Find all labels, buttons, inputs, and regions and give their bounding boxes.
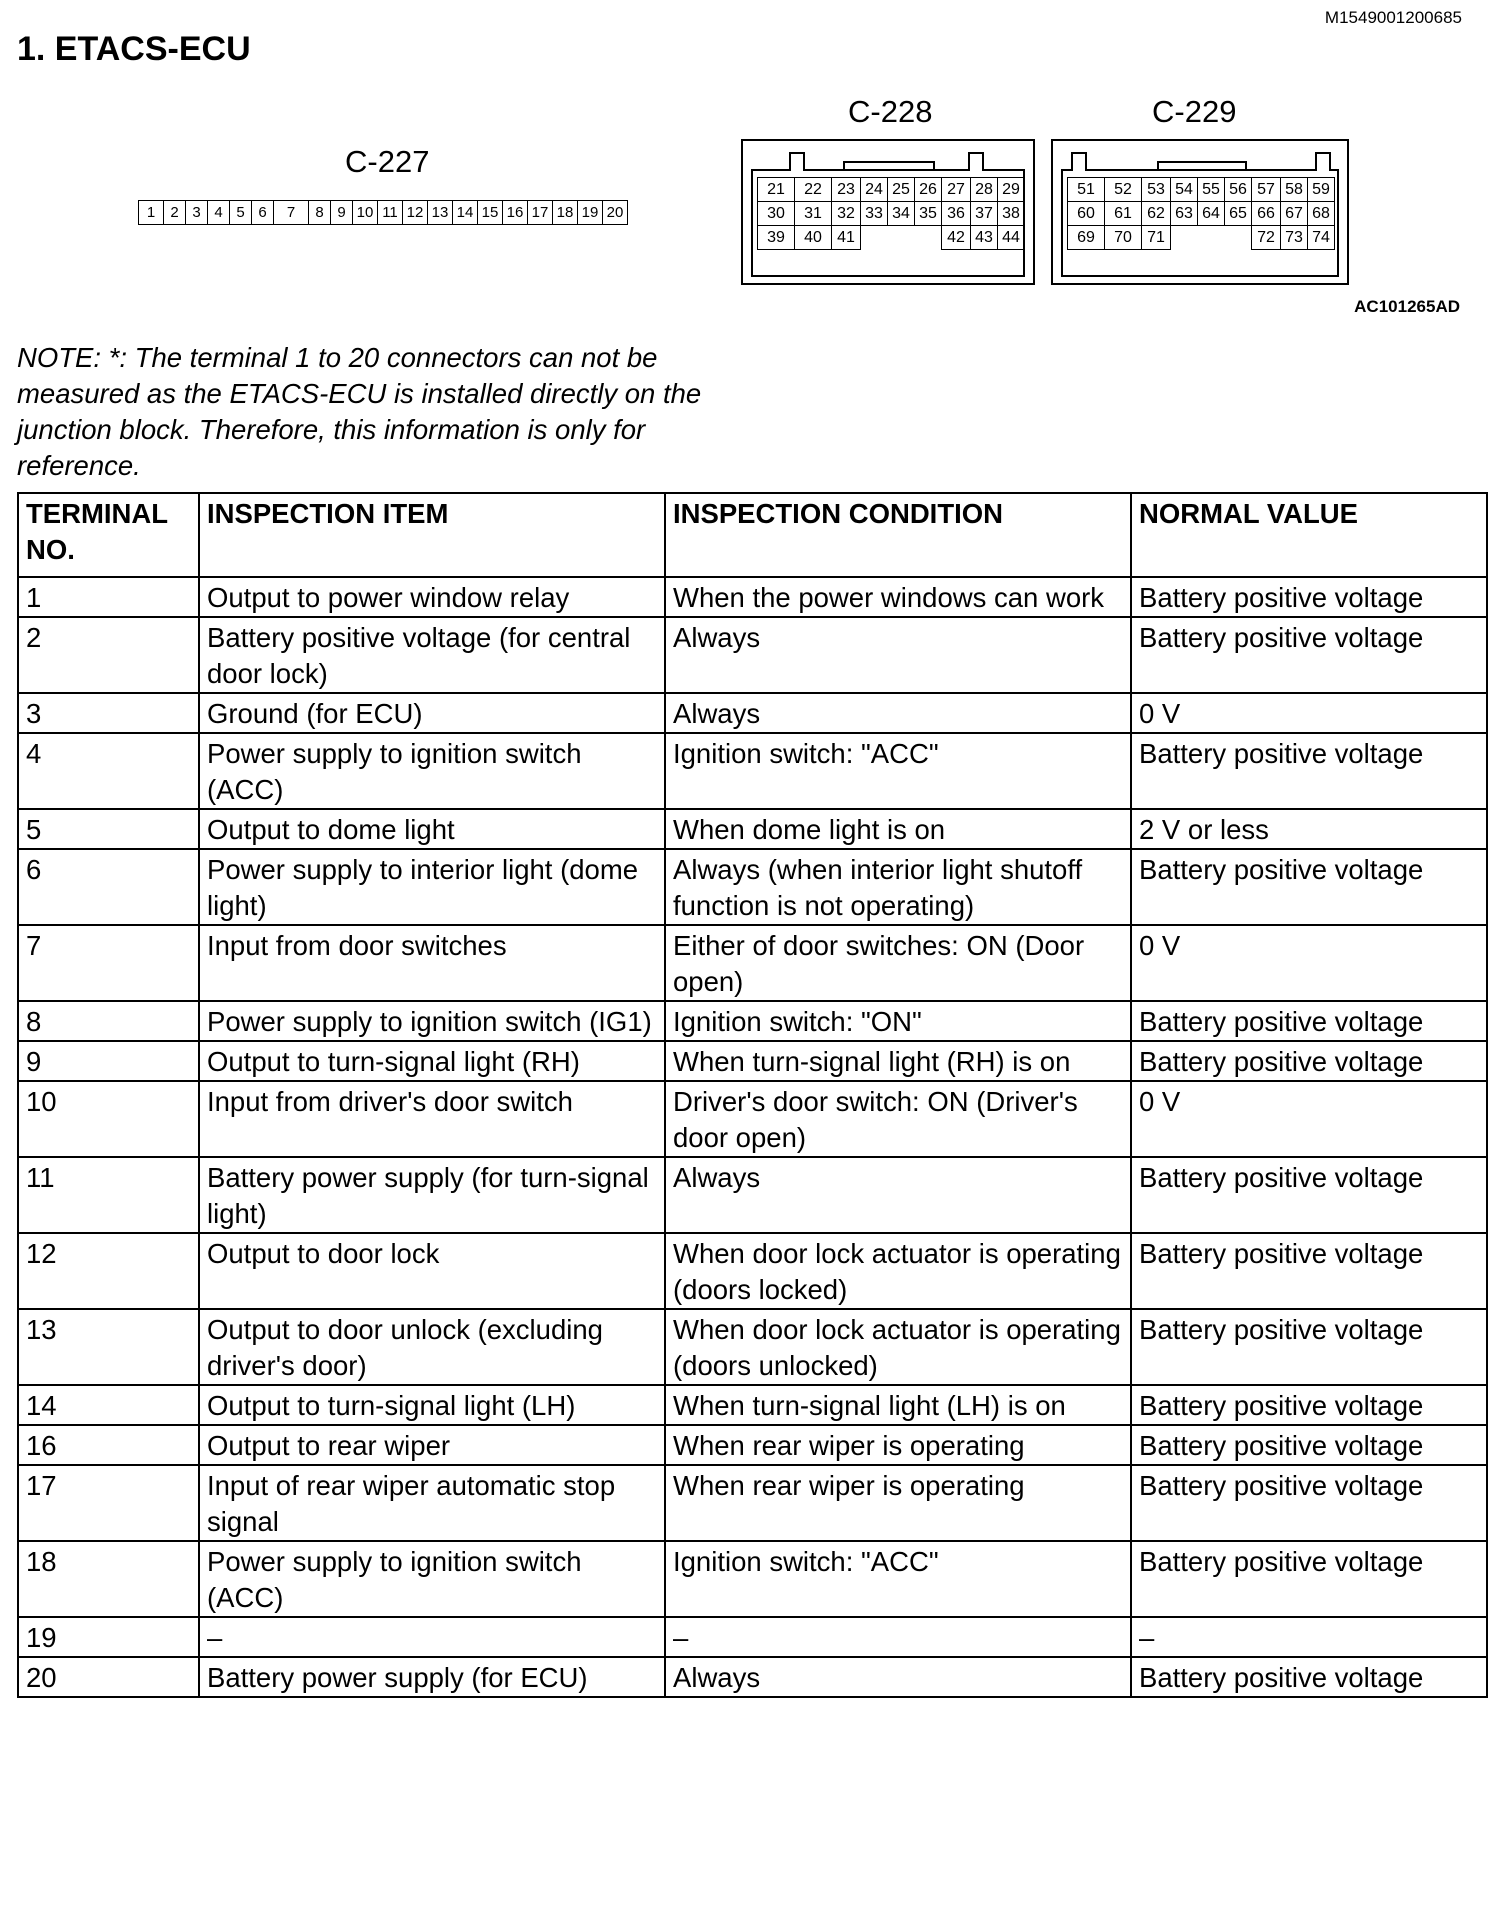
c228-pin: 22 [794,177,832,202]
table-row [18,1541,1487,1617]
inspection-condition-cell: Ignition switch: "ACC" [665,733,1131,809]
inspection-condition-cell: When door lock actuator is operating (doors unlocked) [665,1309,1131,1385]
c228-pin: 23 [831,177,861,202]
table-row [18,617,1487,693]
table-row [18,1309,1487,1385]
c228-pin: 29 [997,177,1025,202]
inspection-table [17,492,1488,1698]
inspection-item-cell: Power supply to ignition switch (ACC) [199,733,665,809]
c229-pin: 56 [1224,177,1252,202]
table-header-row [18,493,1487,577]
normal-value-cell: – [1131,1617,1487,1657]
table-row [18,693,1487,733]
c227-pin: 9 [330,200,353,225]
table-row [18,1465,1487,1541]
c229-pin: 51 [1067,177,1105,202]
c228-pin: 21 [757,177,795,202]
terminal-no-cell: 5 [18,809,199,849]
c229-pin: 69 [1067,225,1105,250]
c229-pin: 52 [1104,177,1142,202]
normal-value-cell: Battery positive voltage [1131,1541,1487,1617]
inspection-condition-cell: When turn-signal light (LH) is on [665,1385,1131,1425]
inspection-item-cell: Output to door unlock (excluding driver's door) [199,1309,665,1385]
c227-pin: 11 [377,200,403,225]
terminal-no-cell: 1 [18,577,199,617]
c229-pin-row [1068,202,1335,226]
table-row [18,809,1487,849]
c227-pin: 6 [251,200,274,225]
c228-latch-right [968,152,984,171]
terminal-no-cell: 9 [18,1041,199,1081]
inspection-item-cell: Power supply to ignition switch (IG1) [199,1001,665,1041]
normal-value-cell: Battery positive voltage [1131,1465,1487,1541]
c228-pin: 27 [941,177,971,202]
c227-pin: 10 [352,200,378,225]
normal-value-cell: Battery positive voltage [1131,733,1487,809]
terminal-no-cell: 17 [18,1465,199,1541]
c227-pin: 20 [602,200,628,225]
table-row [18,1385,1487,1425]
normal-value-cell: Battery positive voltage [1131,617,1487,693]
c228-pin: 40 [794,225,832,250]
c229-pin: 66 [1251,201,1281,226]
inspection-item-cell: Output to turn-signal light (RH) [199,1041,665,1081]
c229-label: C-229 [1152,94,1237,129]
inspection-condition-cell: Always [665,1157,1131,1233]
table-row [18,1425,1487,1465]
terminal-no-cell: 3 [18,693,199,733]
reference-note: NOTE: *: The terminal 1 to 20 connectors can not be measured as the ETACS-ECU is installed directly on the junction block. Therefore, this information is only for reference. [17,342,702,481]
c228-pin: 33 [860,201,888,226]
normal-value-cell: Battery positive voltage [1131,1385,1487,1425]
terminal-no-cell: 18 [18,1541,199,1617]
c229-pin-row [1068,226,1335,251]
inspection-item-cell: Output to door lock [199,1233,665,1309]
terminal-no-cell: 13 [18,1309,199,1385]
c227-pin: 3 [185,200,208,225]
c227-pin: 17 [527,200,553,225]
inspection-condition-cell: – [665,1617,1131,1657]
c227-pin: 8 [308,200,331,225]
c228-key-ridge [843,161,935,171]
c228-pin: 28 [970,177,998,202]
table-row [18,1657,1487,1697]
c229-pin: 57 [1251,177,1281,202]
c229-pin: 60 [1067,201,1105,226]
c228-pin: 43 [970,225,998,250]
terminal-no-cell: 14 [18,1385,199,1425]
c229-pin: 59 [1307,177,1335,202]
c227-pin: 7 [273,200,309,225]
c227-pin: 18 [552,200,578,225]
terminal-no-cell: 7 [18,925,199,1001]
c228-pin: 30 [757,201,795,226]
figure-id: AC101265AD [1354,297,1460,316]
terminal-no-cell: 12 [18,1233,199,1309]
c227-label: C-227 [345,144,430,179]
inspection-item-cell: Battery power supply (for ECU) [199,1657,665,1697]
inspection-condition-cell: Ignition switch: "ACC" [665,1541,1131,1617]
header-normal-value: NORMAL VALUE [1131,493,1487,577]
terminal-no-cell: 4 [18,733,199,809]
inspection-condition-cell: When rear wiper is operating [665,1465,1131,1541]
normal-value-cell: 0 V [1131,1081,1487,1157]
normal-value-cell: Battery positive voltage [1131,1001,1487,1041]
c229-pin: 74 [1307,225,1335,250]
c229-pin: 54 [1170,177,1198,202]
c229-pin: 67 [1280,201,1308,226]
c228-label: C-228 [848,94,933,129]
c229-pin: 53 [1141,177,1171,202]
terminal-no-cell: 16 [18,1425,199,1465]
c229-pin: 71 [1141,225,1171,250]
c228-pin: 31 [794,201,832,226]
inspection-item-cell: Power supply to ignition switch (ACC) [199,1541,665,1617]
c228-latch-left [789,152,805,171]
c228-pin-row [758,178,1025,202]
inspection-condition-cell: When turn-signal light (RH) is on [665,1041,1131,1081]
terminal-no-cell: 2 [18,617,199,693]
inspection-item-cell: Output to power window relay [199,577,665,617]
c228-connector [741,139,1035,285]
c229-pin: 70 [1104,225,1142,250]
terminal-no-cell: 20 [18,1657,199,1697]
c227-pin: 4 [207,200,230,225]
header-terminal-no: TERMINAL NO. [18,493,199,577]
header-inspection-item: INSPECTION ITEM [199,493,665,577]
table-row [18,1001,1487,1041]
c228-pin: 25 [887,177,915,202]
c229-pin: 55 [1197,177,1225,202]
c228-pin: 35 [914,201,942,226]
normal-value-cell: Battery positive voltage [1131,577,1487,617]
normal-value-cell: Battery positive voltage [1131,1041,1487,1081]
normal-value-cell: Battery positive voltage [1131,1309,1487,1385]
c227-pin: 2 [163,200,186,225]
inspection-item-cell: Input from driver's door switch [199,1081,665,1157]
c227-pin: 13 [427,200,453,225]
inspection-item-cell: Power supply to interior light (dome light) [199,849,665,925]
c229-pin: 61 [1104,201,1142,226]
normal-value-cell: Battery positive voltage [1131,1425,1487,1465]
c229-pin: 62 [1141,201,1171,226]
inspection-condition-cell: Ignition switch: "ON" [665,1001,1131,1041]
c228-pin: 24 [860,177,888,202]
inspection-item-cell: Output to dome light [199,809,665,849]
c228-pin: 26 [914,177,942,202]
normal-value-cell: Battery positive voltage [1131,1233,1487,1309]
table-row [18,1041,1487,1081]
inspection-item-cell: Output to turn-signal light (LH) [199,1385,665,1425]
c228-pin: 39 [757,225,795,250]
table-row [18,849,1487,925]
c229-connector [1051,139,1349,285]
c228-pin: 38 [997,201,1025,226]
c228-pin: 32 [831,201,861,226]
c227-pin: 19 [577,200,603,225]
c229-empty-slot [1224,226,1252,251]
c227-pin: 16 [502,200,528,225]
c227-pin: 15 [477,200,503,225]
c229-latch-left [1071,152,1087,171]
inspection-condition-cell: Always [665,693,1131,733]
inspection-item-cell: Output to rear wiper [199,1425,665,1465]
c229-empty-slot [1197,226,1225,251]
inspection-condition-cell: Driver's door switch: ON (Driver's door open) [665,1081,1131,1157]
inspection-condition-cell: When door lock actuator is operating (doors locked) [665,1233,1131,1309]
section-title: 1. ETACS-ECU [17,30,251,68]
c229-pin-row [1068,178,1335,202]
c229-latch-right [1315,152,1331,171]
c227-pin: 14 [452,200,478,225]
inspection-condition-cell: Either of door switches: ON (Door open) [665,925,1131,1001]
inspection-item-cell: Battery positive voltage (for central door lock) [199,617,665,693]
table-row [18,1081,1487,1157]
normal-value-cell: 2 V or less [1131,809,1487,849]
inspection-condition-cell: Always [665,617,1131,693]
inspection-item-cell: Battery power supply (for turn-signal light) [199,1157,665,1233]
c228-pin: 37 [970,201,998,226]
inspection-condition-cell: Always (when interior light shutoff function is not operating) [665,849,1131,925]
inspection-condition-cell: When rear wiper is operating [665,1425,1131,1465]
inspection-item-cell: Ground (for ECU) [199,693,665,733]
normal-value-cell: 0 V [1131,925,1487,1001]
table-row [18,1157,1487,1233]
table-row [18,1617,1487,1657]
terminal-no-cell: 11 [18,1157,199,1233]
c228-empty-slot [860,226,888,251]
c229-pin: 72 [1251,225,1281,250]
c229-pin: 63 [1170,201,1198,226]
header-inspection-condition: INSPECTION CONDITION [665,493,1131,577]
table-row [18,733,1487,809]
c228-pin: 34 [887,201,915,226]
c229-pin: 68 [1307,201,1335,226]
c229-pin: 65 [1224,201,1252,226]
normal-value-cell: Battery positive voltage [1131,849,1487,925]
c228-pin: 41 [831,225,861,250]
table-row [18,577,1487,617]
inspection-condition-cell: When the power windows can work [665,577,1131,617]
c228-pin: 42 [941,225,971,250]
inspection-condition-cell: When dome light is on [665,809,1131,849]
c228-empty-slot [887,226,915,251]
c227-connector [139,200,628,225]
c229-pin: 64 [1197,201,1225,226]
inspection-item-cell: Input from door switches [199,925,665,1001]
terminal-no-cell: 10 [18,1081,199,1157]
terminal-no-cell: 6 [18,849,199,925]
table-row [18,1233,1487,1309]
table-row [18,925,1487,1001]
c229-empty-slot [1170,226,1198,251]
c229-pin: 58 [1280,177,1308,202]
terminal-no-cell: 19 [18,1617,199,1657]
c228-pin: 36 [941,201,971,226]
terminal-no-cell: 8 [18,1001,199,1041]
document-id: M1549001200685 [1324,8,1462,27]
inspection-item-cell: – [199,1617,665,1657]
c228-empty-slot [914,226,942,251]
c227-pin: 5 [229,200,252,225]
c229-pin: 73 [1280,225,1308,250]
inspection-condition-cell: Always [665,1657,1131,1697]
c227-pin: 12 [402,200,428,225]
c228-pin: 44 [997,225,1025,250]
inspection-item-cell: Input of rear wiper automatic stop signal [199,1465,665,1541]
normal-value-cell: Battery positive voltage [1131,1657,1487,1697]
normal-value-cell: Battery positive voltage [1131,1157,1487,1233]
c228-pin-row [758,202,1025,226]
normal-value-cell: 0 V [1131,693,1487,733]
c227-pin: 1 [138,200,164,225]
c228-pin-row [758,226,1025,251]
c229-key-ridge [1157,161,1247,171]
